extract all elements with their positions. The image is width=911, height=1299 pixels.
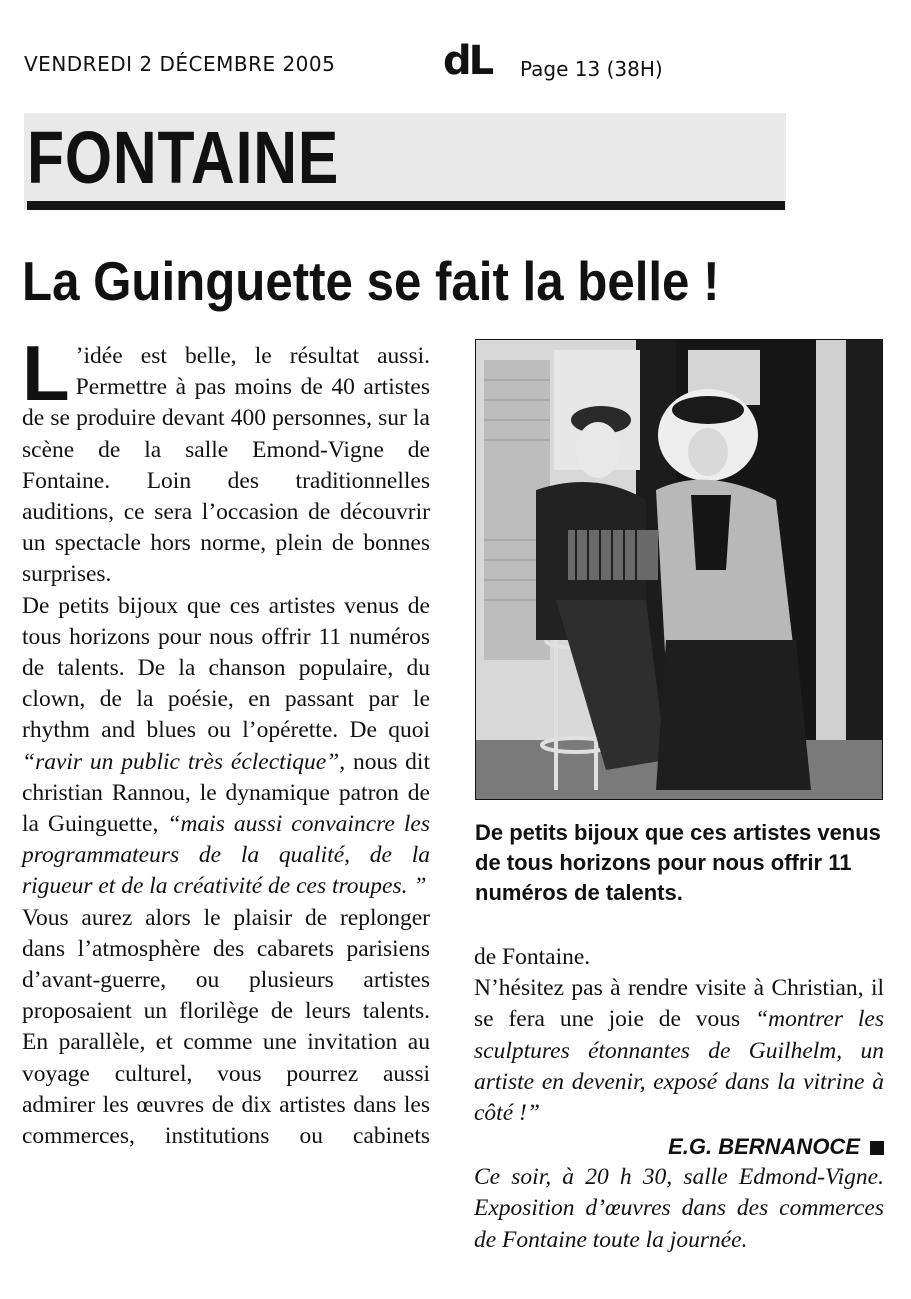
article-photo [475, 339, 883, 800]
article-column-left [22, 329, 430, 1152]
quote-sculptures: “montrer les sculptures étonnantes de Guilhelm, un artiste en devenir, exposé dans la vitrine à côté !” [474, 1006, 884, 1127]
paragraph-cabarets: Vous aurez alors le plaisir de replonger dans l’atmosphère des cabarets parisiens d’avant-guerre, ou plusieurs artistes proposaient un florilège de leurs talents. En parallèle, et comme une invitation au voyage culturel, vous pourrez aussi admirer les œuvres de dix artistes dans les commerces, institutions ou cabinets [22, 904, 430, 1150]
article-headline: La Guinguette se fait la belle ! [22, 250, 720, 312]
paragraph-continuation: de Fontaine. [474, 944, 591, 970]
drop-cap: L [22, 329, 70, 417]
newspaper-logo: dL [443, 38, 492, 84]
paragraph-visit: N’hésitez pas à rendre visite à Christian, il se fera une joie de vous “montrer les sculptures étonnantes de Guilhelm, un artiste en devenir, exposé dans la vitrine à côté !” [474, 975, 884, 1127]
event-note: Ce soir, à 20 h 30, salle Edmond-Vigne. Exposition d’œuvres dans des commerces de Fontaine toute la journée. [474, 1164, 884, 1253]
section-title: FONTAINE [27, 116, 340, 199]
paragraph-intro [22, 329, 430, 591]
quote-ravir: “ravir un public très éclectique” [22, 748, 340, 775]
byline [474, 1131, 884, 1162]
author-name: E.G. BERNANOCE [668, 1134, 860, 1160]
performers-photo-illustration [476, 340, 882, 799]
section-rule [27, 201, 785, 210]
photo-caption: De petits bijoux que ces artistes venus de tous horizons pour nous offrir 11 numéros de talents. [475, 820, 881, 905]
paragraph-quote: De petits bijoux que ces artistes venus de tous horizons pour nous offrir 11 numéros de talents. De la chanson populaire, du clown, de la poésie, en passant par le rhythm and blues ou l’opérette. De quoi “ravir un public très éclectique”, nous dit christian Rannou, le dynamique patron de la Guinguette, “mais aussi convaincre les programmateurs de la qualité, de la rigueur et de la créativité de ces troupes. ” [22, 592, 430, 900]
issue-date: VENDREDI 2 DÉCEMBRE 2005 [24, 52, 336, 76]
end-mark-icon [870, 1141, 884, 1155]
article-column-right [474, 942, 884, 1256]
quote-convaincre: “mais aussi convaincre les programmateurs de la qualité, de la rigueur et de la créativité de ces troupes. ” [22, 811, 430, 900]
intro-text: ’idée est belle, le résultat aussi. Permettre à pas moins de 40 artistes de se produire devant 400 personnes, sur la scène de la salle Emond-Vigne de Fontaine. Loin des traditionnelles auditions, ce sera l’occasion de découvrir un spectacle hors norme, plein de bonnes surprises. [22, 343, 430, 588]
page-reference: Page 13 (38H) [520, 57, 663, 81]
